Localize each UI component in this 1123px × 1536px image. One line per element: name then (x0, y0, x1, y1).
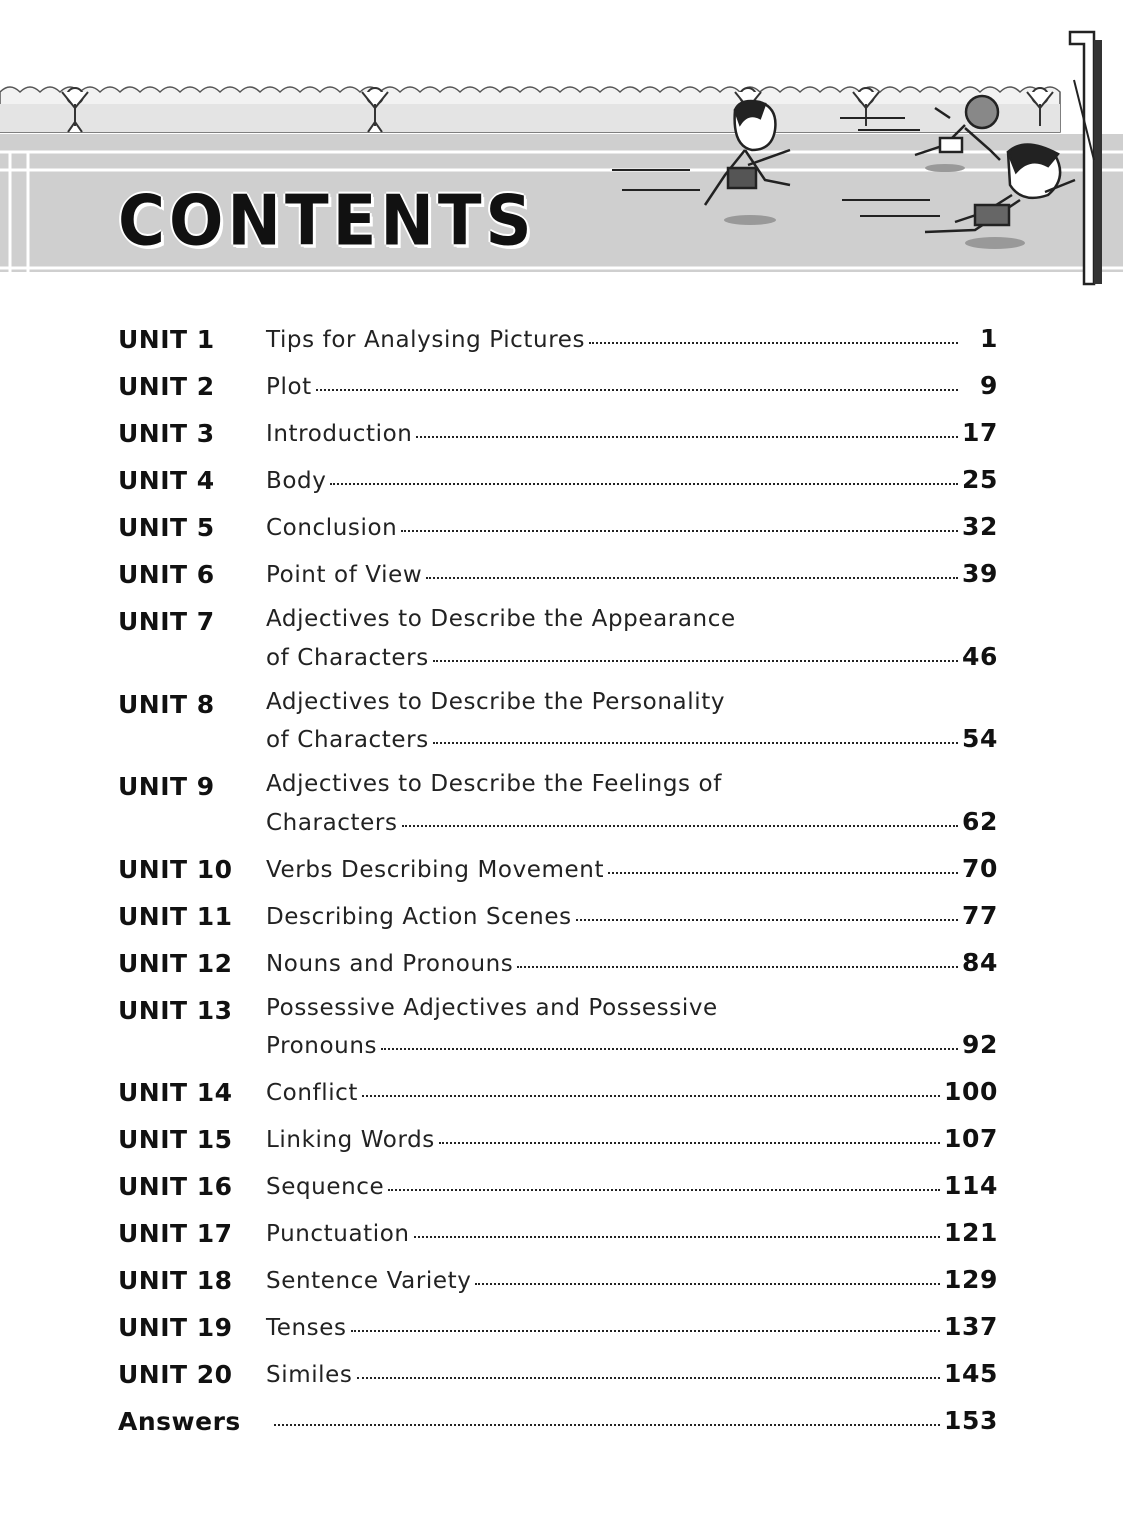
unit-title: Tenses (266, 1315, 347, 1341)
dot-leader (576, 918, 958, 921)
page-number: 145 (944, 1359, 998, 1388)
toc-line (266, 854, 998, 890)
unit-label: UNIT 5 (118, 513, 215, 542)
unit-label: UNIT 20 (118, 1360, 233, 1389)
unit-label: UNIT 3 (118, 419, 215, 448)
toc-line (266, 807, 998, 843)
dot-leader (357, 1376, 940, 1379)
page-number: 17 (962, 418, 998, 447)
crowd-illustration (0, 87, 1060, 132)
unit-title: Sentence Variety (266, 1268, 472, 1294)
toc-line (266, 901, 998, 937)
unit-title: Pronouns (266, 1033, 378, 1059)
dot-leader (401, 529, 958, 532)
page-number: 84 (962, 947, 998, 977)
page-number: 54 (962, 724, 998, 753)
unit-label: UNIT 11 (118, 901, 233, 931)
unit-label: UNIT 12 (118, 948, 233, 978)
unit-label: UNIT 1 (118, 325, 215, 354)
page-number: 92 (962, 1030, 998, 1059)
dot-leader (475, 1282, 940, 1285)
unit-title: Plot (266, 374, 312, 400)
toc-line (266, 1406, 998, 1442)
dot-leader (517, 965, 958, 968)
page-number: 62 (962, 806, 998, 836)
unit-title: Nouns and Pronouns (266, 950, 514, 977)
dot-leader (330, 482, 958, 485)
toc-line (266, 559, 998, 595)
dot-leader (381, 1047, 958, 1050)
toc-line (266, 371, 998, 407)
unit-title: of Characters (266, 727, 429, 753)
page-number: 1 (980, 324, 998, 353)
page-number: 46 (962, 641, 998, 671)
unit-title: Sequence (266, 1174, 385, 1200)
unit-title: Similes (266, 1362, 353, 1388)
page-title: CONTENTS (118, 182, 536, 262)
toc-line (266, 642, 998, 678)
unit-label: UNIT 14 (118, 1078, 233, 1107)
unit-label: UNIT 2 (118, 372, 215, 401)
toc-line (266, 724, 998, 760)
unit-title: of Characters (266, 644, 429, 671)
page-number: 107 (944, 1124, 998, 1153)
dot-leader (608, 871, 958, 874)
toc-line (266, 1265, 998, 1301)
dot-leader (388, 1188, 940, 1191)
unit-label: UNIT 9 (118, 772, 215, 801)
page-number: 137 (944, 1312, 998, 1341)
dot-leader (439, 1141, 940, 1144)
unit-label: Answers (118, 1407, 241, 1436)
dot-leader (589, 341, 958, 344)
dot-leader (362, 1094, 940, 1097)
unit-title: Introduction (266, 421, 413, 447)
unit-label: UNIT 13 (118, 995, 233, 1025)
unit-label: UNIT 15 (118, 1125, 233, 1154)
unit-title: Conflict (266, 1080, 359, 1106)
page-number: 77 (962, 900, 998, 930)
unit-title: Adjectives to Describe the Personality (266, 688, 726, 715)
toc-line (266, 465, 998, 501)
unit-label: UNIT 8 (118, 689, 215, 719)
unit-title: Conclusion (266, 515, 398, 541)
unit-title: Adjectives to Describe the Appearance (266, 606, 736, 632)
toc-line (266, 1218, 998, 1254)
toc-line (266, 1124, 998, 1160)
unit-label: UNIT 16 (118, 1172, 233, 1201)
page-number: 9 (980, 371, 998, 400)
page-number: 100 (944, 1077, 998, 1106)
unit-label: UNIT 10 (118, 854, 233, 884)
toc-line-continued (266, 606, 998, 642)
dot-leader (433, 659, 958, 662)
unit-label: UNIT 4 (118, 466, 215, 495)
unit-title: Body (266, 468, 327, 494)
toc-line-continued (266, 995, 998, 1031)
dot-leader (274, 1423, 940, 1426)
page-number: 39 (962, 559, 998, 588)
toc-line (266, 324, 998, 360)
dot-leader (416, 435, 958, 438)
unit-title: Punctuation (266, 1221, 410, 1247)
toc-line (266, 948, 998, 984)
dot-leader (316, 388, 958, 391)
page-number: 70 (962, 853, 998, 883)
dot-leader (414, 1235, 940, 1238)
unit-label: UNIT 18 (118, 1266, 233, 1295)
dot-leader (402, 824, 958, 827)
dot-leader (433, 741, 958, 744)
page-number: 153 (944, 1406, 998, 1435)
page-number: 114 (944, 1171, 998, 1200)
unit-title: Describing Action Scenes (266, 903, 572, 930)
unit-label: UNIT 17 (118, 1219, 233, 1248)
toc-line (266, 1312, 998, 1348)
toc-line (266, 1171, 998, 1207)
toc-line (266, 1359, 998, 1395)
toc-line (266, 512, 998, 548)
page-number: 32 (962, 512, 998, 541)
page-number: 25 (962, 465, 998, 494)
toc-line (266, 1077, 998, 1113)
unit-title: Linking Words (266, 1127, 435, 1153)
unit-label: UNIT 7 (118, 607, 215, 636)
unit-title: Adjectives to Describe the Feelings of (266, 771, 722, 797)
unit-title: Point of View (266, 562, 423, 588)
unit-label: UNIT 6 (118, 560, 215, 589)
unit-title: Possessive Adjectives and Possessive (266, 994, 718, 1021)
unit-title: Tips for Analysing Pictures (266, 327, 586, 353)
toc-line (266, 418, 998, 454)
toc-line-continued (266, 771, 998, 807)
page-number: 121 (944, 1218, 998, 1247)
unit-title: Characters (266, 809, 398, 836)
dot-leader (351, 1329, 940, 1332)
toc-line (266, 1030, 998, 1066)
toc-line-continued (266, 689, 998, 725)
unit-title: Verbs Describing Movement (266, 856, 605, 883)
unit-label: UNIT 19 (118, 1313, 233, 1342)
dot-leader (426, 576, 958, 579)
page-number: 129 (944, 1265, 998, 1294)
